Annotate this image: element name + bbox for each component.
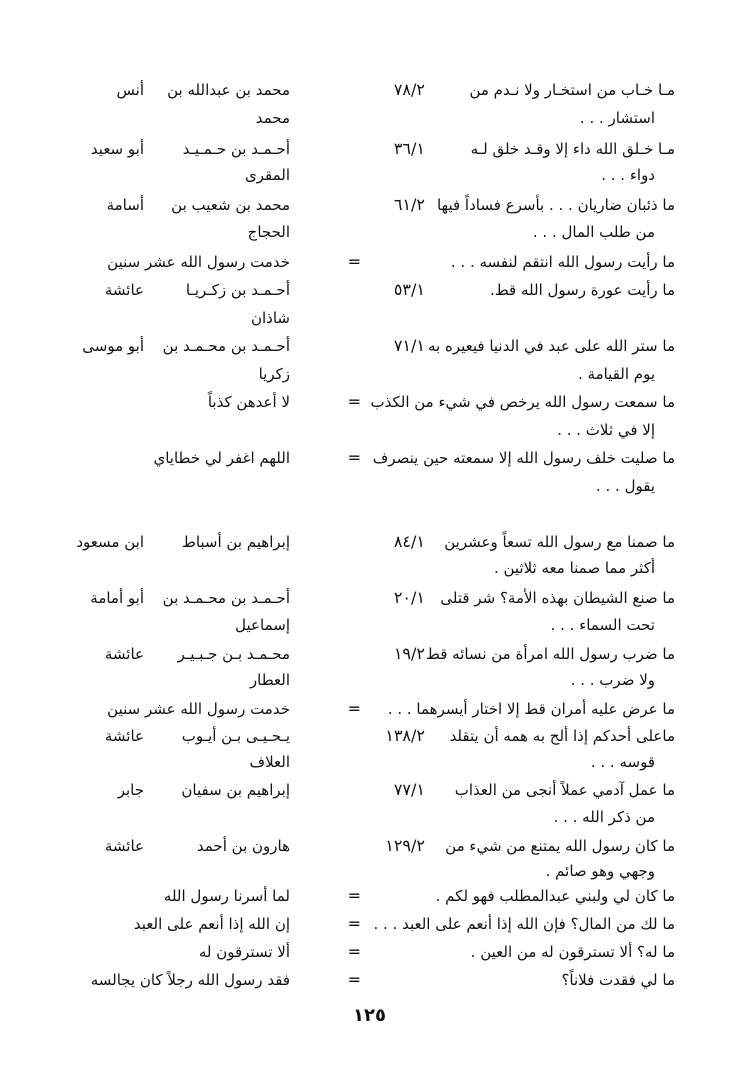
entry-15 xyxy=(0,834,739,858)
entry-4 xyxy=(0,250,739,274)
hadith-text: ماعلى أحدكم إذا ألح به همه أن يتقلد xyxy=(449,727,675,745)
entry-11-cont xyxy=(0,668,739,692)
volume-page-ref: ٢٠/١ xyxy=(393,588,425,607)
entry-5-cont xyxy=(0,306,739,330)
hadith-text: ما رأيت رسول الله انتقم لنفسه . . . xyxy=(450,253,675,271)
hadith-text-cont: من طلب المال . . . xyxy=(532,223,655,241)
entry-15-cont xyxy=(0,859,739,883)
hadith-text-cont: يوم القيامة . xyxy=(577,365,655,383)
volume-page-ref: ١٣٨/٢ xyxy=(385,726,425,745)
volume-page-ref: ٧٨/٢ xyxy=(393,80,425,99)
volume-page-ref: ٧٧/١ xyxy=(393,780,425,799)
narrator-cont: زكريا xyxy=(258,365,290,383)
hadith-text: ما لي فقدت فلاناً؟ xyxy=(561,971,675,989)
narrator: محمد بن شعيب بن xyxy=(171,196,290,214)
entry-1-cont xyxy=(0,106,739,130)
cross-reference: خدمت رسول الله عشر سنين xyxy=(107,253,290,271)
same-as-marker: = xyxy=(347,970,361,989)
entry-10-cont xyxy=(0,613,739,637)
entry-3-cont xyxy=(0,220,739,244)
volume-page-ref: ١٢٩/٢ xyxy=(385,836,425,855)
hadith-text: ما سمعت رسول الله يرخص في شيء من الكذب xyxy=(370,393,675,411)
entry-8-cont xyxy=(0,474,739,498)
companion: ابن مسعود xyxy=(76,533,144,551)
cross-reference: ألا تسترقون له xyxy=(198,943,290,961)
page-number: ١٢٥ xyxy=(353,1005,386,1026)
entry-2-cont xyxy=(0,163,739,187)
entry-7 xyxy=(0,390,739,414)
hadith-text-cont: وجهي وهو صائم . xyxy=(545,862,655,880)
narrator-cont: الحجاج xyxy=(247,223,290,241)
narrator-cont: شاذان xyxy=(250,309,290,327)
hadith-text: ما صنع الشيطان بهذه الأمة؟ شر قتلى xyxy=(440,589,675,607)
narrator-cont: المقرى xyxy=(244,166,290,184)
narrator: يـحـيـى بـن أيـوب xyxy=(181,727,290,745)
hadith-text: ما ستر الله على عبد في الدنيا فيعيره به xyxy=(427,337,675,355)
entry-5 xyxy=(0,278,739,302)
same-as-marker: = xyxy=(347,252,361,271)
volume-page-ref: ٦١/٢ xyxy=(393,195,425,214)
hadith-text-cont: قوسه . . . xyxy=(590,753,655,771)
cross-reference: لما أسرنا رسول الله xyxy=(163,887,290,905)
narrator: هارون بن أحمد xyxy=(196,837,290,855)
volume-page-ref: ١٩/٢ xyxy=(393,644,425,663)
same-as-marker: = xyxy=(347,448,361,467)
cross-reference: اللهم اغفر لي خطاياي xyxy=(153,449,290,467)
same-as-marker: = xyxy=(347,699,361,718)
hadith-text-cont: يقول . . . xyxy=(595,477,655,495)
companion: جابر xyxy=(117,781,144,799)
volume-page-ref: ٣٦/١ xyxy=(393,139,425,158)
entry-9-cont xyxy=(0,556,739,580)
entry-11 xyxy=(0,642,739,666)
hadith-text: ما عمل آدمي عملاً أنجى من العذاب xyxy=(454,781,675,799)
hadith-text: ما لك من المال؟ فإن الله إذا أنعم على العبد . . . xyxy=(373,915,675,933)
entry-9 xyxy=(0,530,739,554)
same-as-marker: = xyxy=(347,392,361,411)
entry-8 xyxy=(0,446,739,470)
entry-14-cont xyxy=(0,805,739,829)
hadith-text: ما ضرب رسول الله امرأة من نسائه قط xyxy=(425,645,675,663)
narrator-cont: العلاف xyxy=(249,753,290,771)
cross-reference: خدمت رسول الله عشر سنين xyxy=(107,700,290,718)
companion: عائشة xyxy=(104,837,144,855)
hadith-text-cont: أكثر مما صمنا معه ثلاثين . xyxy=(493,559,655,577)
narrator: أحـمـد بن زكـريـا xyxy=(185,281,290,299)
companion: عائشة xyxy=(104,281,144,299)
entry-17 xyxy=(0,912,739,936)
narrator: إبراهيم بن سفيان xyxy=(181,781,290,799)
hadith-text-cont: استشار . . . xyxy=(579,109,655,127)
entry-2 xyxy=(0,137,739,161)
entry-13-cont xyxy=(0,750,739,774)
entry-18 xyxy=(0,940,739,964)
entry-7-cont xyxy=(0,418,739,442)
volume-page-ref: ٨٤/١ xyxy=(393,532,425,551)
narrator-cont: محمد xyxy=(255,109,290,127)
hadith-text-cont: ولا ضرب . . . xyxy=(570,671,655,689)
hadith-text-cont: إلا في ثلاث . . . xyxy=(557,421,655,439)
companion: أنس xyxy=(116,81,144,99)
hadith-text: ما كان لي ولبني عبدالمطلب فهو لكم . xyxy=(435,887,675,905)
hadith-text: ما ذئبان ضاريان . . . بأسرع فساداً فيها xyxy=(436,196,675,214)
narrator: محـمـد بـن جـبـيـر xyxy=(177,645,290,663)
hadith-text: ما كان رسول الله يمتنع من شيء من xyxy=(445,837,675,855)
hadith-text: ما له؟ ألا تسترقون له من العين . xyxy=(470,943,675,961)
narrator: أحـمـد بن محـمـد بن xyxy=(162,589,290,607)
narrator: أحـمـد بن محـمـد بن xyxy=(162,337,290,355)
entry-12 xyxy=(0,697,739,721)
same-as-marker: = xyxy=(347,942,361,961)
cross-reference: فقد رسول الله رجلاً كان يجالسه xyxy=(90,971,290,989)
companion: أبو سعيد xyxy=(90,140,144,158)
entry-13 xyxy=(0,724,739,748)
hadith-text: ما عرض عليه أمران قط إلا اختار أيسرهما . . . xyxy=(387,700,675,718)
hadith-text: مـا خـاب من استخـار ولا نـدم من xyxy=(469,81,675,99)
entry-10 xyxy=(0,586,739,610)
narrator-cont: العطار xyxy=(249,671,290,689)
cross-reference: إن الله إذا أنعم على العبد xyxy=(133,915,290,933)
companion: أبو أمامة xyxy=(90,589,144,607)
narrator: إبراهيم بن أسباط xyxy=(181,533,290,551)
hadith-text: مـا خـلق الله داء إلا وقـد خلق لـه xyxy=(470,140,675,158)
same-as-marker: = xyxy=(347,914,361,933)
companion: أبو موسى xyxy=(82,337,144,355)
hadith-text: ما رأيت عورة رسول الله قط. xyxy=(490,281,675,299)
entry-19 xyxy=(0,968,739,992)
entry-14 xyxy=(0,778,739,802)
entry-1 xyxy=(0,78,739,102)
volume-page-ref: ٥٣/١ xyxy=(393,280,425,299)
narrator: أحـمـد بن حـمـيـد xyxy=(182,140,290,158)
hadith-text-cont: دواء . . . xyxy=(601,166,655,184)
entry-16 xyxy=(0,884,739,908)
narrator: محمد بن عبدالله بن xyxy=(167,81,290,99)
hadith-text: ما صليت خلف رسول الله إلا سمعته حين ينصرف xyxy=(372,449,675,467)
entry-3 xyxy=(0,193,739,217)
same-as-marker: = xyxy=(347,886,361,905)
narrator-cont: إسماعيل xyxy=(235,616,290,634)
entry-6 xyxy=(0,334,739,358)
cross-reference: لا أعدهن كذباً xyxy=(207,393,290,411)
companion: أسامة xyxy=(106,196,144,214)
volume-page-ref: ٧١/١ xyxy=(393,336,425,355)
companion: عائشة xyxy=(104,645,144,663)
hadith-text: ما صمنا مع رسول الله تسعاً وعشرين xyxy=(444,533,675,551)
hadith-text-cont: تحت السماء . . . xyxy=(550,616,655,634)
companion: عائشة xyxy=(104,727,144,745)
entry-6-cont xyxy=(0,362,739,386)
hadith-text-cont: من ذكر الله . . . xyxy=(553,808,655,826)
